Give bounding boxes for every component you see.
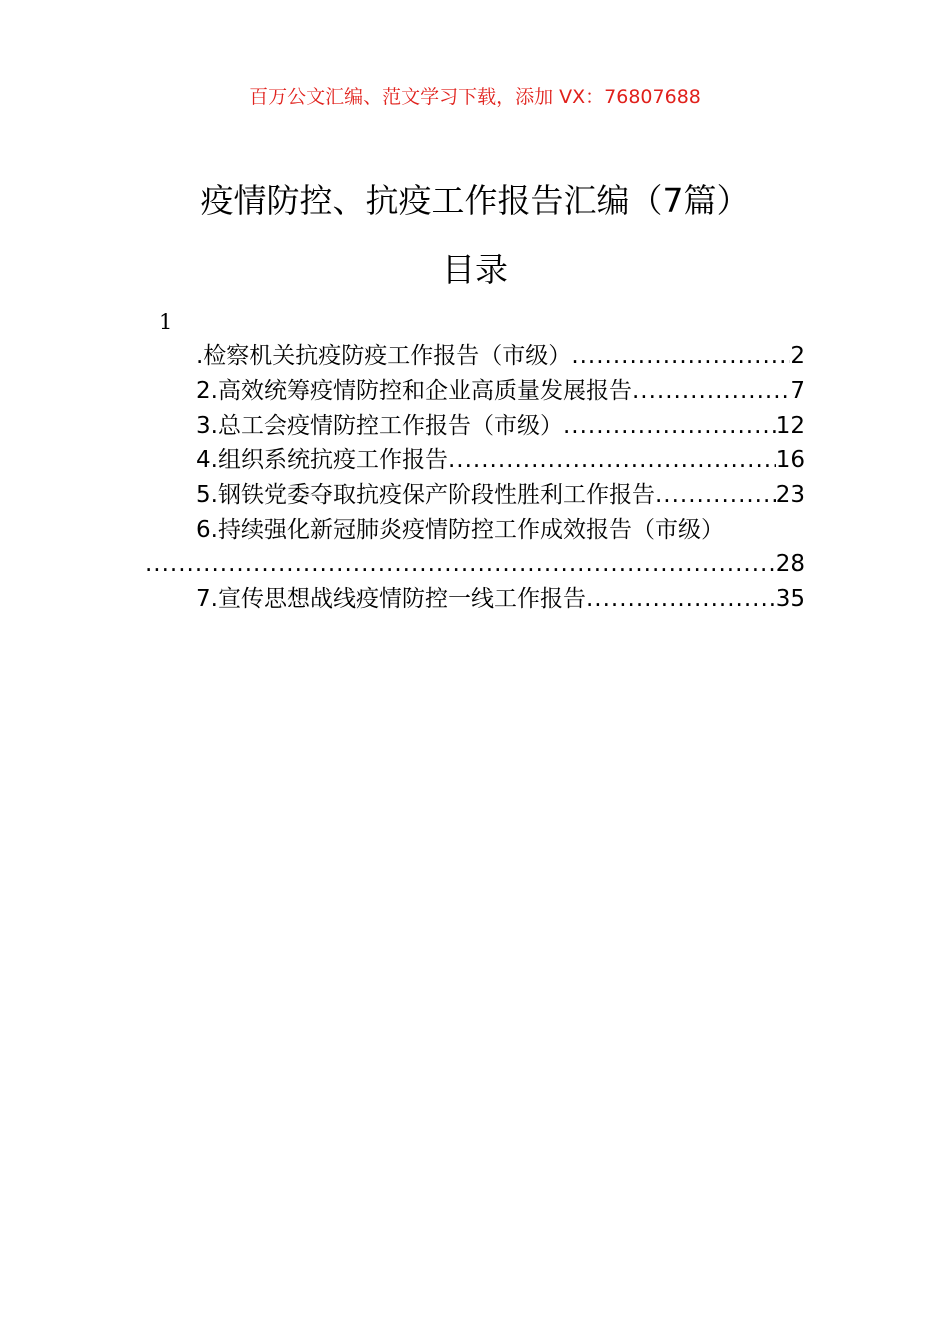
toc-leader-dots: [586, 582, 776, 617]
toc-entry-page: 28: [775, 551, 805, 577]
toc-entry-title: 3.总工会疫情防控工作报告（市级）: [196, 413, 563, 439]
document-title: 疫情防控、抗疫工作报告汇编（7篇）: [200, 181, 750, 220]
toc-entry-6[interactable]: [196, 513, 805, 548]
toc-entry-page: 7: [790, 378, 805, 404]
toc-leader-dots: [448, 443, 776, 478]
toc-entry-title: 2.高效统筹疫情防控和企业高质量发展报告: [196, 378, 632, 404]
toc-entry-7[interactable]: [196, 582, 805, 617]
toc-entry-page: 23: [775, 482, 805, 508]
toc-leader-dots: [145, 547, 776, 582]
toc-entry-title: .检察机关抗疫防疫工作报告（市级）: [196, 343, 572, 369]
toc-leader-dots: [632, 374, 790, 409]
toc-entry-title: 6.持续强化新冠肺炎疫情防控工作成效报告（市级）: [196, 517, 724, 543]
toc-entry-2[interactable]: [196, 374, 805, 409]
toc-entry-page: 35: [775, 586, 805, 612]
toc-leader-dots: [563, 409, 776, 444]
toc-entry-5[interactable]: [196, 478, 805, 513]
toc-entry-title: 5.钢铁党委夺取抗疫保产阶段性胜利工作报告: [196, 482, 655, 508]
stray-number: 1: [159, 310, 173, 334]
header-banner: 百万公文汇编、范文学习下载，添加 VX：76807688: [249, 86, 701, 108]
toc-leader-dots: [655, 478, 776, 513]
toc-entry-page: 16: [775, 447, 805, 473]
toc-entry-6-continuation[interactable]: [145, 547, 805, 582]
toc-entry-title: 7.宣传思想战线疫情防控一线工作报告: [196, 586, 586, 612]
toc-entry-page: 12: [775, 413, 805, 439]
toc-entry-1[interactable]: [196, 339, 805, 374]
toc-leader-dots: [571, 339, 790, 374]
toc-entry-4[interactable]: [196, 443, 805, 478]
toc-entry-page: 2: [790, 343, 805, 369]
toc-entry-title: 4.组织系统抗疫工作报告: [196, 447, 448, 473]
toc-entry-3[interactable]: [196, 409, 805, 444]
toc-heading: 目录: [442, 250, 508, 289]
